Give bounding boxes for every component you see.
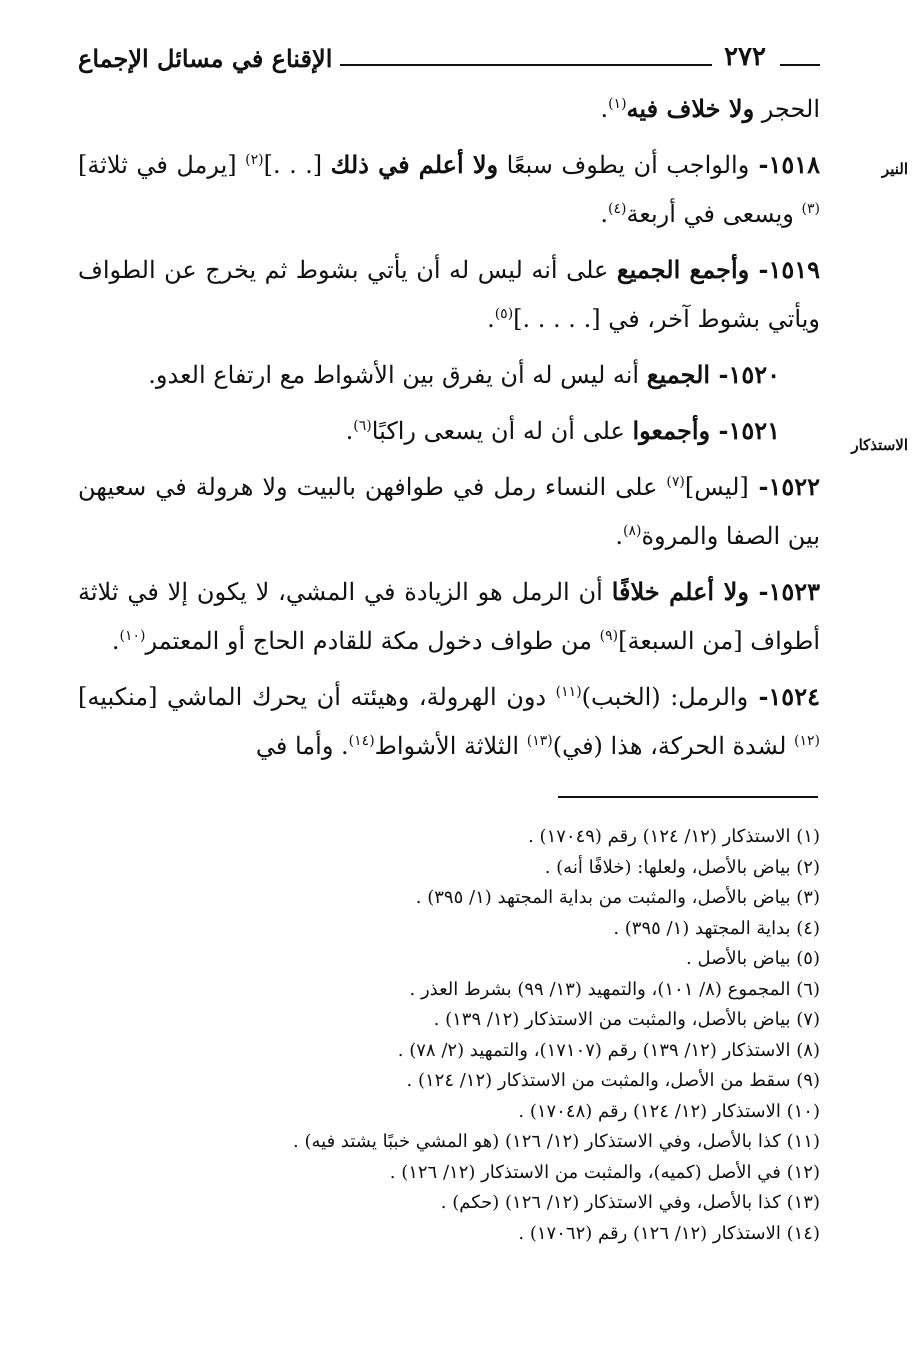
- footnote: (١) الاستذكار (١٢/ ١٢٤) رقم (١٧٠٤٩) .: [528, 826, 820, 847]
- text-segment: ولا خلاف فيه: [626, 94, 755, 123]
- text-segment: وأجمعوا: [632, 416, 711, 445]
- footnote: (٥) بياض بالأصل .: [686, 948, 820, 969]
- book-title: الإقناع في مسائل الإجماع: [78, 44, 333, 73]
- paragraph-p1519: [78, 245, 820, 344]
- text-segment: ١٥٢٤-: [748, 682, 820, 711]
- footnote-ref: (١٠): [119, 628, 146, 644]
- text-segment: ١٥٢٣-: [748, 577, 820, 606]
- text-segment: ١٥٢١-: [710, 416, 780, 445]
- footnotes: [150, 822, 820, 1249]
- paragraph-p1523: [78, 567, 820, 666]
- footnote-ref: (٨): [622, 523, 642, 539]
- footnote: (٨) الاستذكار (١٢/ ١٣٩) رقم (١٧١٠٧)، والتمهيد (٢/ ٧٨) .: [397, 1039, 820, 1061]
- text-segment: .: [111, 627, 120, 655]
- text-segment: أنه ليس له أن يفرق بين الأشواط مع ارتفاع العدو.: [148, 361, 647, 389]
- footnote: (١٢) في الأصل (كميه)، والمثبت من الاستذكار (١٢/ ١٢٦) .: [389, 1161, 820, 1183]
- text-segment: من طواف دخول مكة للقادم الحاج أو المعتمر: [145, 627, 600, 655]
- footnote: (١٠) الاستذكار (١٢/ ١٢٤) رقم (١٧٠٤٨) .: [518, 1100, 820, 1122]
- text-segment: ولا أعلم خلافًا: [611, 577, 749, 606]
- paragraph-p0: [78, 84, 820, 134]
- footnote: (٧) بياض بالأصل، والمثبت من الاستذكار (١٢/ ١٣٩) .: [433, 1009, 820, 1030]
- footnote-ref: (١١): [555, 684, 582, 700]
- footnote-ref: (١٣): [526, 733, 553, 749]
- footnote-ref: (١٤): [348, 733, 375, 749]
- footnote-ref: (٤): [608, 201, 627, 217]
- paragraph-p1522: [78, 462, 820, 561]
- text-segment: على أن له أن يسعى راكبًا: [371, 417, 633, 445]
- main-text: [78, 84, 820, 777]
- footnote-ref: (٩): [599, 628, 619, 644]
- text-segment: .: [600, 200, 609, 228]
- text-segment: الثلاثة الأشواط: [374, 732, 527, 760]
- margin-note-source: النير: [881, 160, 908, 178]
- footnote-ref: (٣): [801, 201, 820, 217]
- footnote-ref: (١٢): [794, 733, 820, 749]
- text-segment: ١٥١٩-: [749, 255, 820, 284]
- text-segment: ١٥١٨-: [749, 150, 821, 179]
- footnote-ref: (٧): [666, 474, 685, 490]
- text-segment: والرمل: (الخبب): [581, 683, 749, 711]
- footnote-ref: (١): [608, 96, 627, 112]
- paragraph-p1524: [78, 672, 820, 771]
- text-segment: ويسعى في أربعة: [626, 200, 802, 228]
- footnote: (١١) كذا بالأصل، وفي الاستذكار (١٢/ ١٢٦) (هو المشي خببًا يشتد فيه) .: [293, 1131, 820, 1152]
- footnote: (٢) بياض بالأصل، ولعلها: (خلافًا أنه) .: [544, 856, 820, 878]
- text-segment: والواجب أن يطوف سبعًا: [498, 151, 750, 179]
- footnote: (١٤) الاستذكار (١٢/ ١٢٦) رقم (١٧٠٦٢) .: [518, 1222, 820, 1244]
- text-segment: .: [600, 95, 609, 123]
- text-segment: [ليس]: [684, 473, 749, 501]
- page-number: ٢٧٢: [724, 42, 766, 72]
- footnote: (١٣) كذا بالأصل، وفي الاستذكار (١٢/ ١٢٦) (حكم) .: [440, 1192, 820, 1213]
- footnote: (٦) المجموع (٨/ ١٠١)، والتمهيد (١٣/ ٩٩) بشرط العذر .: [409, 978, 820, 1000]
- text-segment: .: [345, 417, 354, 445]
- text-segment: [يرمل في ثلاثة]: [78, 151, 246, 179]
- text-segment: على النساء رمل في طوافهن بالبيت ولا هرولة في سعيهن بين الصفا والمروة: [78, 473, 820, 550]
- text-segment: ١٥٢٢-: [748, 472, 820, 501]
- text-segment: وأجمع الجميع: [616, 255, 750, 284]
- text-segment: .: [615, 522, 623, 550]
- footnote: (٩) سقط من الأصل، والمثبت من الاستذكار (١٢/ ١٢٤) .: [406, 1070, 820, 1091]
- paragraph-p1518: [78, 140, 820, 239]
- page-header: [78, 38, 820, 78]
- text-segment: .: [487, 305, 495, 333]
- text-segment: الجميع: [646, 360, 711, 389]
- text-segment: لشدة الحركة، هذا (في): [552, 732, 795, 760]
- header-rule: [340, 64, 712, 66]
- text-segment: ولا أعلم في ذلك: [330, 150, 499, 179]
- paragraph-p1521: [78, 406, 820, 456]
- margin-note-source: الاستذكار: [851, 436, 908, 454]
- footnote-separator: [558, 796, 818, 798]
- text-segment: على أنه ليس له أن يأتي بشوط ثم يخرج عن الطواف ويأتي بشوط آخر، في [. . . . .]: [78, 256, 820, 333]
- header-rule-right: [780, 64, 820, 66]
- text-segment: ١٥٢٠-: [710, 360, 780, 389]
- footnote: (٣) بياض بالأصل، والمثبت من بداية المجتهد (١/ ٣٩٥) .: [415, 887, 820, 908]
- paragraph-p1520: [78, 350, 820, 400]
- footnote-ref: (٦): [353, 418, 372, 434]
- text-segment: الحجر: [754, 95, 820, 123]
- footnote-ref: (٢): [245, 152, 264, 168]
- footnote-ref: (٥): [494, 306, 514, 322]
- text-segment: [. . .]: [263, 151, 331, 179]
- footnote: (٤) بداية المجتهد (١/ ٣٩٥) .: [613, 917, 820, 939]
- text-segment: أن الرمل هو الزيادة في المشي، لا يكون إلا في ثلاثة أطواف [من السبعة]: [78, 578, 820, 655]
- text-segment: . وأما في: [255, 732, 349, 760]
- text-segment: دون الهرولة، وهيئته أن يحرك الماشي [منكبيه]: [78, 683, 556, 711]
